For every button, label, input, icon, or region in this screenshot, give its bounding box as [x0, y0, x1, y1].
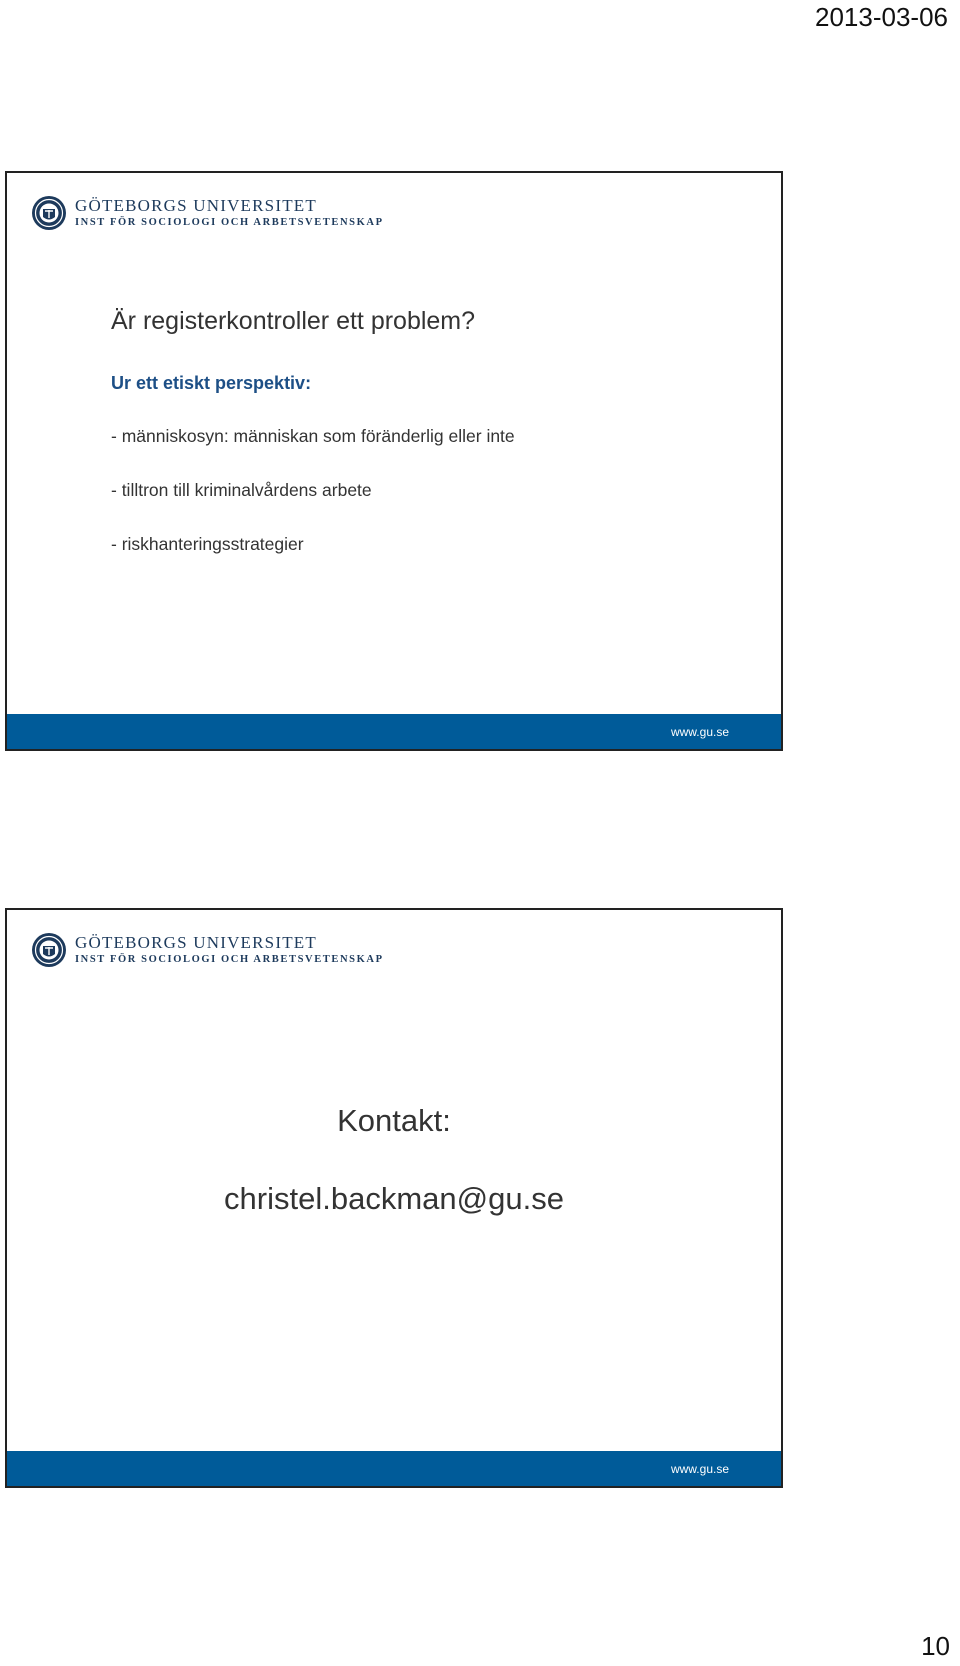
university-seal-icon — [31, 932, 67, 968]
contact-email: christel.backman@gu.se — [224, 1181, 564, 1216]
slide-1 — [5, 171, 783, 751]
slide-2 — [5, 908, 783, 1488]
footer-url: www.gu.se — [670, 1462, 729, 1476]
slide-subtitle: Ur ett etiskt perspektiv: — [111, 373, 312, 393]
bullet-item: - riskhanteringsstrategier — [111, 534, 304, 554]
page-number: 10 — [921, 1631, 950, 1661]
university-logo — [31, 195, 384, 231]
page-date: 2013-03-06 — [815, 2, 948, 32]
footer-url: www.gu.se — [670, 725, 729, 739]
university-seal-icon — [31, 195, 67, 231]
contact-heading: Kontakt: — [337, 1103, 451, 1138]
logo-university-name: GÖTEBORGS UNIVERSITET — [75, 196, 317, 216]
university-logo — [31, 932, 384, 968]
bullet-item: - människosyn: människan som föränderlig eller inte — [111, 426, 515, 446]
logo-department-name: INST FÖR SOCIOLOGI OCH ARBETSVETENSKAP — [75, 954, 384, 966]
slide-footer-bar — [7, 1451, 781, 1486]
bullet-item: - tilltron till kriminalvårdens arbete — [111, 480, 372, 500]
logo-department-name: INST FÖR SOCIOLOGI OCH ARBETSVETENSKAP — [75, 217, 384, 229]
logo-university-name: GÖTEBORGS UNIVERSITET — [75, 933, 317, 953]
slide-title: Är registerkontroller ett problem? — [111, 307, 476, 335]
slide-footer-bar — [7, 714, 781, 749]
bullet-list — [111, 426, 515, 588]
